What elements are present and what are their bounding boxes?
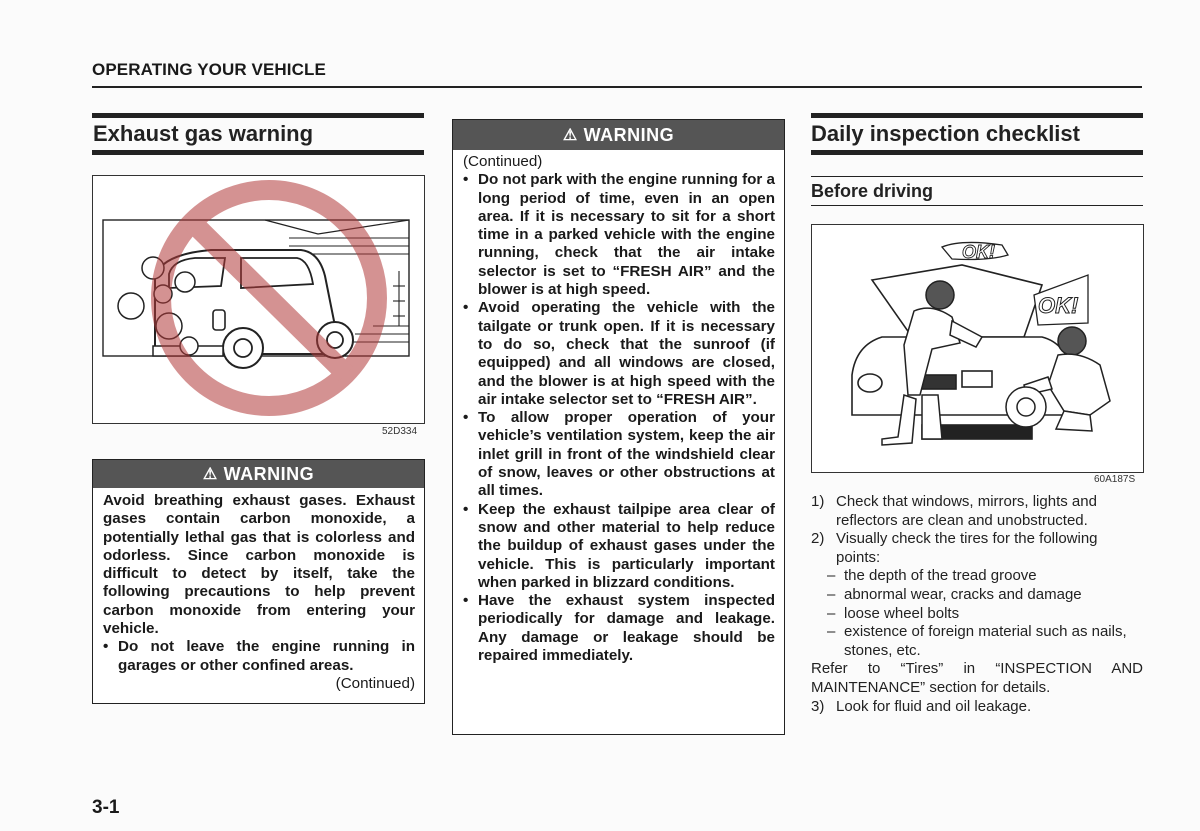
checklist-item [811, 493, 1143, 530]
warning-bullet [103, 638, 415, 675]
warning-bullet-text: Have the exhaust system inspected periodically for damage and leakage. Any damage or leakage should be repaired immediately. [478, 592, 775, 665]
inspection-checklist [811, 493, 1143, 716]
refer-text: Refer to “Tires” in “INSPECTION AND MAINTENANCE” section for details. [811, 660, 1143, 696]
warning-bullet-text: Do not leave the engine running in garages or other confined areas. [118, 638, 415, 674]
warning-header [93, 460, 424, 488]
dash-icon: – [827, 585, 836, 603]
subitem-text: loose wheel bolts [844, 604, 960, 622]
before-driving-subtitle: Before driving [811, 181, 934, 201]
checklist-subitem [811, 586, 1143, 605]
item-text: Look for fluid and oil leakage. [836, 697, 1032, 715]
checklist-item [811, 530, 1143, 567]
car-garage-illustration [93, 176, 424, 423]
checklist-title: Daily inspection checklist [811, 121, 1080, 146]
warning-triangle-icon: ⚠ [562, 127, 578, 144]
bullet-icon: • [463, 171, 469, 189]
warning-bullet [463, 171, 775, 299]
continued-label: (Continued) [335, 674, 415, 692]
checklist-subitem [811, 605, 1143, 624]
continued-warning-box [452, 119, 785, 735]
warning-label: WARNING [583, 125, 675, 145]
checklist-subitem [811, 567, 1143, 586]
warning-bullet [463, 299, 775, 409]
bullet-icon: • [463, 592, 469, 610]
ok-label: OK! [962, 242, 995, 262]
warning-body [93, 488, 424, 697]
title-top-rule [811, 113, 1143, 118]
checklist-subitem [811, 623, 1143, 660]
warning-bullet-text: To allow proper operation of your vehicle’s ventilation system, keep the air inlet grill in front of the windshield clear of snow, leaves or other obstructions at all times. [478, 409, 775, 500]
item-text: Check that windows, mirrors, lights and reflectors are clean and unobstructed. [836, 493, 1097, 529]
bullet-icon: • [463, 299, 469, 317]
dash-icon: – [827, 567, 836, 585]
page-number: 3-1 [92, 797, 120, 818]
subitem-text: abnormal wear, cracks and damage [844, 585, 1082, 603]
checklist-item [811, 698, 1143, 717]
inspection-illustration [811, 224, 1144, 473]
warning-bullet [463, 409, 775, 500]
bullet-icon: • [463, 409, 469, 427]
warning-triangle-icon: ⚠ [202, 466, 218, 483]
subitem-text: the depth of the tread groove [844, 567, 1037, 585]
exhaust-warning-box [92, 459, 425, 704]
title-top-rule [92, 113, 424, 118]
dash-icon: – [827, 623, 836, 641]
title-bottom-rule [811, 150, 1143, 155]
warning-bullet [463, 501, 775, 592]
exhaust-illustration [92, 175, 425, 424]
title-bottom-rule [92, 150, 424, 155]
subtitle-bottom-rule [811, 205, 1143, 206]
exhaust-title: Exhaust gas warning [93, 121, 314, 146]
subitem-text: existence of foreign material such as nails, stones, etc. [844, 623, 1127, 659]
warning-bullet [463, 592, 775, 665]
warning-header [453, 120, 784, 150]
warning-bullet-text: Avoid operating the vehicle with the tailgate or trunk open. If it is necessary to do so, check that the sunroof (if equipped) and all windows are closed, and the blower is at high speed with the air intake selector set to “FRESH AIR”. [478, 299, 775, 408]
figure-code: 52D334 [382, 426, 418, 437]
figure-code: 60A187S [1094, 474, 1136, 485]
item-number: 3) [811, 697, 825, 715]
warning-body [453, 150, 784, 669]
item-text: Visually check the tires for the following points: [836, 530, 1098, 566]
item-number: 1) [811, 493, 825, 510]
warning-label: WARNING [223, 464, 315, 484]
section-header: OPERATING YOUR VEHICLE [92, 60, 326, 79]
dash-icon: – [827, 604, 836, 622]
ok-label: OK! [1038, 293, 1079, 318]
subtitle-top-rule [811, 176, 1143, 177]
header-rule [92, 86, 1142, 88]
warning-bullet-text: Keep the exhaust tailpipe area clear of snow and other material to help reduce the buildup of exhaust gases under the vehicle. This is particularly important when parked in blizzard conditions. [478, 500, 775, 591]
bullet-icon: • [463, 500, 469, 518]
inspection-scene [812, 225, 1143, 472]
bullet-icon: • [103, 638, 109, 656]
item-number: 2) [811, 530, 825, 548]
warning-intro: Avoid breathing exhaust gases. Exhaust gases contain carbon monoxide, a potentially lethal gas that is colorless and odorless. Since carbon monoxide is difficult to detect by itself, take the following precautions to help prevent carbon monoxide from entering your vehicle. [103, 492, 415, 638]
warning-bullet-text: Do not park with the engine running for a long period of time, even in an open area. If it is necessary to sit for a short time in a parked vehicle with the engine running, check that the air intake selector is set to “FRESH AIR” and the blower is at high speed. [478, 171, 775, 299]
continued-label: (Continued) [463, 153, 543, 170]
